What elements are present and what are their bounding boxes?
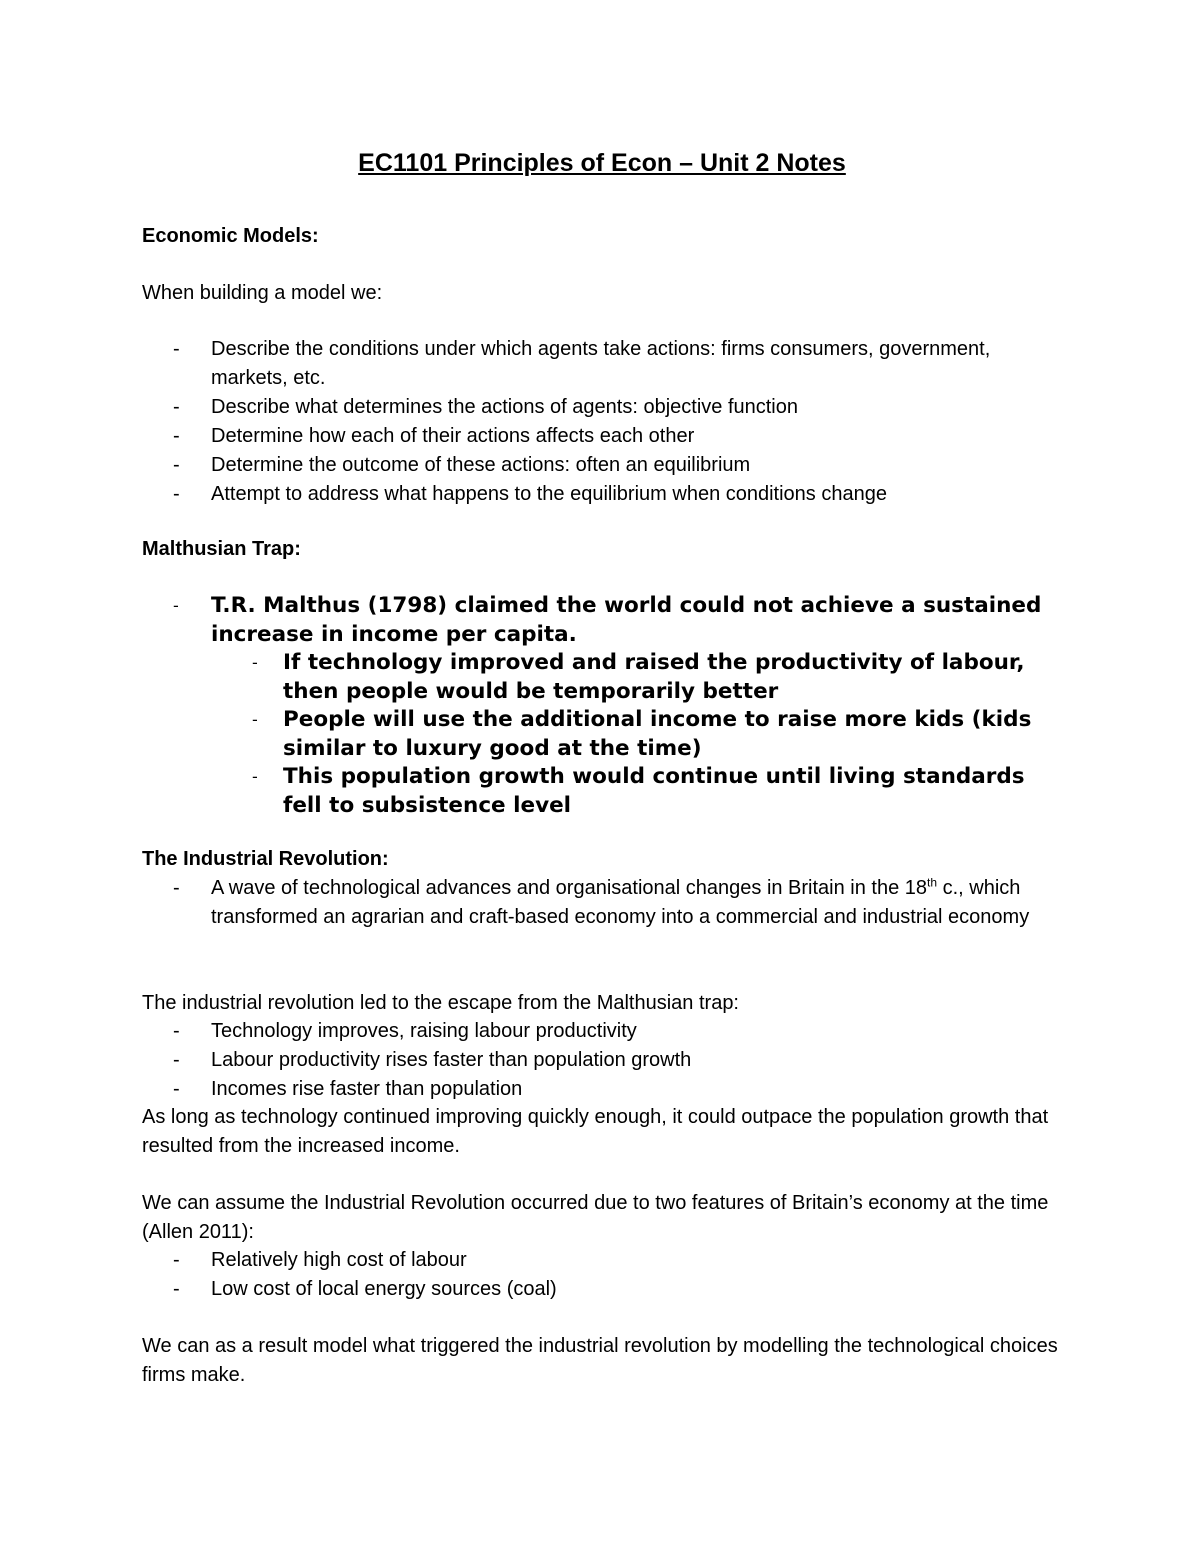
page-title: EC1101 Principles of Econ – Unit 2 Notes <box>358 149 846 177</box>
dash-bullet: - <box>173 596 179 615</box>
list-item: - Attempt to address what happens to the equilibrium when conditions change <box>142 480 1062 509</box>
list-item: - If technology improved and raised the productivity of labour, then people would be temporarily better <box>252 650 1025 704</box>
assume-paragraph: We can assume the Industrial Revolution occurred due to two features of Britain’s economy at the time (Allen 2011): <box>142 1192 1049 1243</box>
list-item: - A wave of technological advances and organisational changes in Britain in the 18th c., which transformed an agrarian and craft-based economy into a commercial and industrial economy <box>173 875 1030 928</box>
conclusion-paragraph: We can as a result model what triggered the industrial revolution by modelling the technological choices firms make. <box>142 1335 1058 1386</box>
outpace-paragraph: As long as technology continued improving quickly enough, it could outpace the population growth that resulted from the increased income. <box>142 1106 1049 1157</box>
list-item: - Relatively high cost of labour <box>142 1246 1062 1275</box>
list-item: - Determine how each of their actions affects each other <box>142 422 1062 451</box>
dash-bullet: - <box>173 877 180 899</box>
dash-bullet: - <box>173 1278 180 1300</box>
list-item: - T.R. Malthus (1798) claimed the world could not achieve a sustained increase in income per capita. <box>173 593 1042 647</box>
features-list <box>142 1246 1062 1304</box>
economic-models-list <box>142 335 1062 509</box>
list-item: - Describe what determines the actions of agents: objective function <box>142 393 1062 422</box>
dash-bullet: - <box>173 396 180 418</box>
list-item: - Describe the conditions under which agents take actions: firms consumers, government, markets, etc. <box>142 335 1062 393</box>
economic-models-heading: Economic Models: <box>142 225 319 247</box>
escape-intro: The industrial revolution led to the escape from the Malthusian trap: <box>142 992 739 1014</box>
malthusian-trap-heading: Malthusian Trap: <box>142 538 301 560</box>
dash-bullet: - <box>173 483 180 505</box>
list-item: - Labour productivity rises faster than population growth <box>142 1046 1062 1075</box>
dash-bullet: - <box>173 454 180 476</box>
dash-bullet: - <box>173 425 180 447</box>
malthusian-trap-section <box>142 592 1062 820</box>
escape-list <box>142 1017 1062 1104</box>
dash-bullet: - <box>173 1078 180 1100</box>
list-item: - Determine the outcome of these actions: often an equilibrium <box>142 451 1062 480</box>
list-item: - Incomes rise faster than population <box>142 1075 1062 1104</box>
list-item: - People will use the additional income to raise more kids (kids similar to luxury good at the time) <box>252 707 1032 761</box>
dash-bullet: - <box>252 710 258 729</box>
dash-bullet: - <box>173 1249 180 1271</box>
malthusian-trap-sublist <box>142 649 1062 820</box>
list-item: - Low cost of local energy sources (coal) <box>142 1275 1062 1304</box>
industrial-revolution-heading: The Industrial Revolution: <box>142 848 389 870</box>
dash-bullet: - <box>252 653 258 672</box>
dash-bullet: - <box>173 1020 180 1042</box>
dash-bullet: - <box>173 338 180 360</box>
malthusian-trap-list <box>142 592 1062 649</box>
list-item: - This population growth would continue until living standards fell to subsistence level <box>252 764 1025 818</box>
economic-models-intro: When building a model we: <box>142 282 383 304</box>
industrial-revolution-definition-list <box>142 874 1062 932</box>
dash-bullet: - <box>252 767 258 786</box>
dash-bullet: - <box>173 1049 180 1071</box>
list-item: - Technology improves, raising labour productivity <box>142 1017 1062 1046</box>
